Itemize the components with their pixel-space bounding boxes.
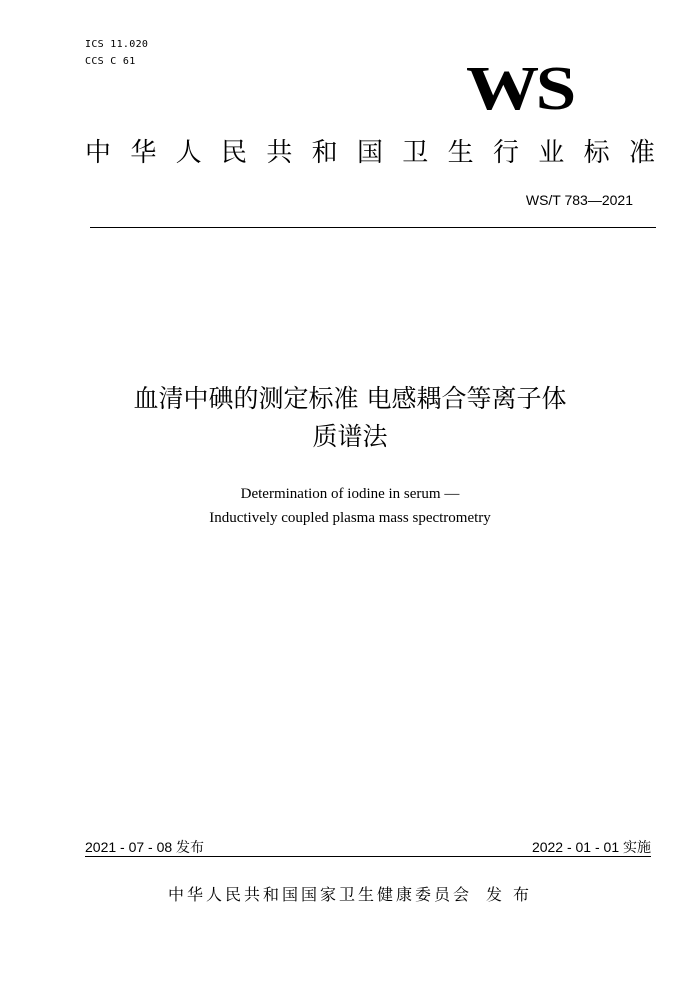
- footer-divider: [85, 856, 651, 857]
- industry-title-char: 中: [85, 138, 112, 168]
- industry-title-char: 民: [220, 138, 247, 168]
- industry-title-char: 卫: [402, 138, 429, 168]
- industry-title-char: 共: [266, 138, 293, 168]
- english-title-line-1: Determination of iodine in serum —: [240, 486, 460, 502]
- industry-title-char: 人: [175, 138, 202, 168]
- industry-title-char: 华: [130, 138, 157, 168]
- ws-logo: WS: [466, 55, 573, 123]
- industry-title-char: 国: [356, 138, 383, 168]
- issue-action: 发 布: [485, 885, 533, 904]
- ics-code: ICS 11.020: [85, 39, 149, 50]
- header-divider: [90, 227, 656, 228]
- industry-standard-title: [85, 137, 655, 169]
- chinese-title-line-2: 质谱法: [312, 422, 388, 451]
- industry-title-char: 行: [492, 138, 519, 168]
- classification-codes: [85, 36, 148, 70]
- english-title-line-2: Inductively coupled plasma mass spectrometry: [209, 510, 491, 526]
- industry-title-char: 生: [447, 138, 474, 168]
- industry-title-char: 业: [538, 138, 565, 168]
- industry-title-char: 标: [583, 138, 610, 168]
- industry-title-char: 准: [628, 138, 655, 168]
- ccs-code: CCS C 61: [85, 56, 136, 67]
- chinese-title: [0, 380, 700, 456]
- industry-title-char: 和: [311, 138, 338, 168]
- release-date: 2021 - 07 - 08 发布: [85, 839, 205, 855]
- standard-number: WS/T 783—2021: [525, 192, 633, 208]
- implementation-date: 2022 - 01 - 01 实施: [531, 839, 651, 855]
- issuing-authority: [0, 884, 700, 906]
- date-row: [85, 838, 651, 856]
- chinese-title-line-1: 血清中碘的测定标准 电感耦合等离子体: [133, 384, 567, 413]
- english-title: [0, 482, 700, 530]
- issuer-name: 中华人民共和国国家卫生健康委员会: [167, 885, 472, 904]
